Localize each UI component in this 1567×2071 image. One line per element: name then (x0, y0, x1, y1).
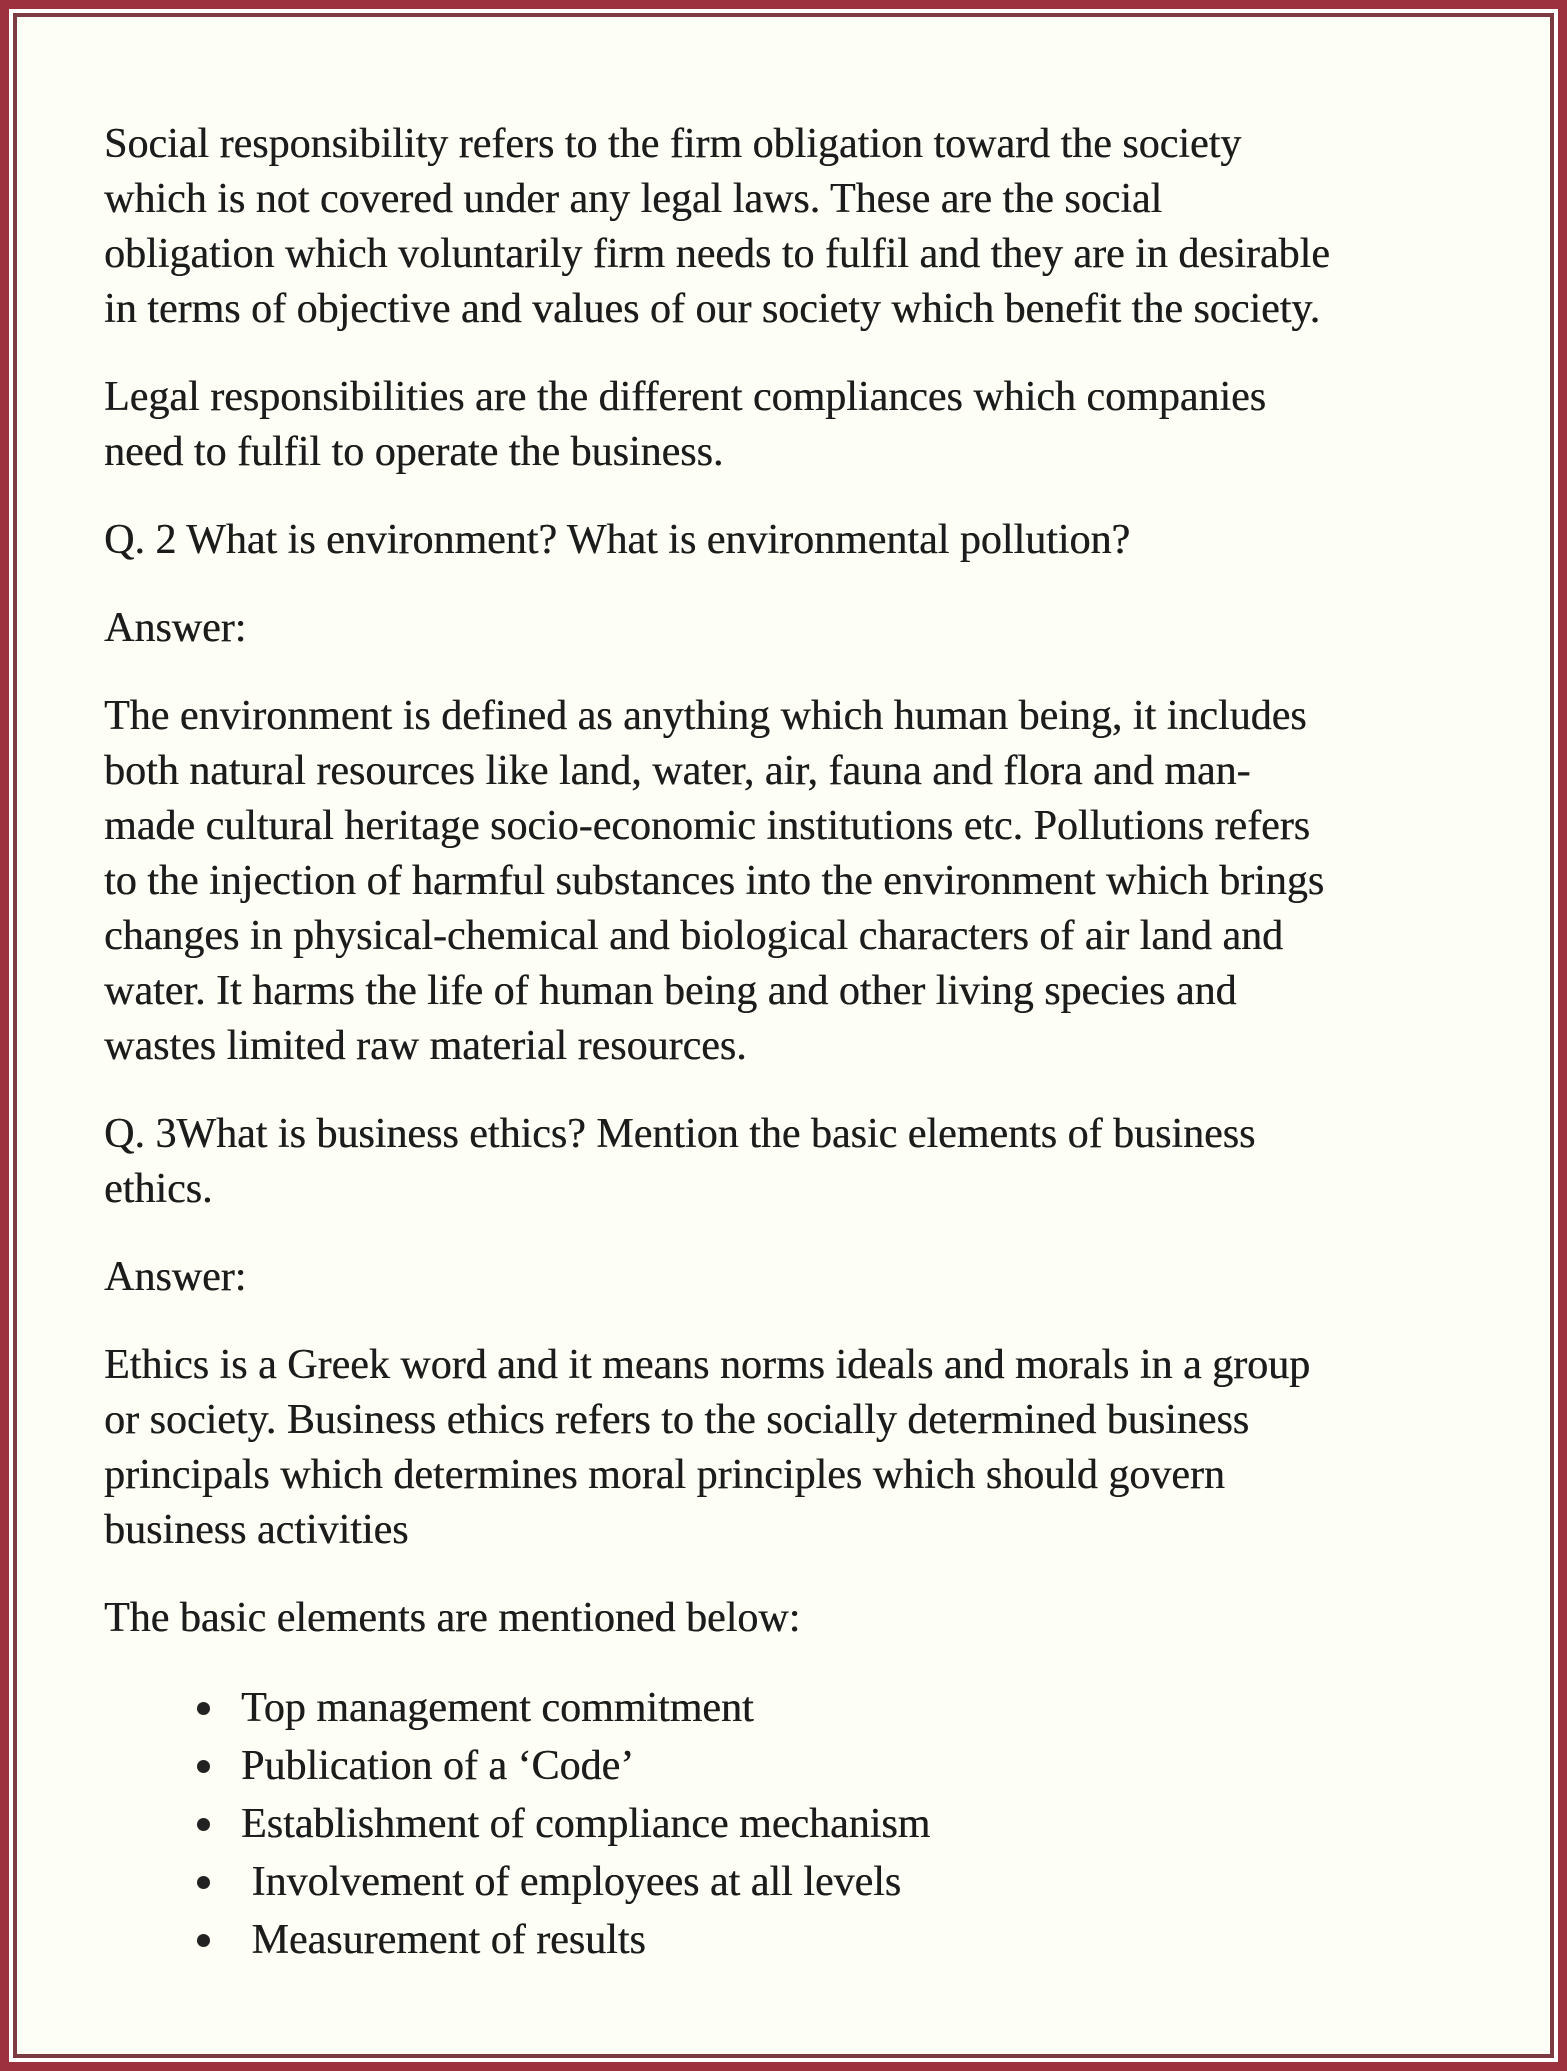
text-line: principals which determines moral principles which should govern (104, 1452, 1225, 1498)
paragraph-legal-responsibilities (104, 370, 1462, 480)
text-line: water. It harms the life of human being and other living species and (104, 968, 1237, 1014)
text-line: Answer: (104, 1254, 247, 1300)
text-line: ethics. (104, 1166, 213, 1212)
question-3 (104, 1107, 1462, 1217)
question-2 (104, 513, 1462, 568)
answer-2-label (104, 601, 1462, 656)
text-line: which is not covered under any legal laws. These are the social (104, 176, 1163, 222)
text-line: in terms of objective and values of our society which benefit the society. (104, 286, 1321, 332)
text-line: business activities (104, 1507, 409, 1553)
list-item: Publication of a ‘Code’ (104, 1737, 1462, 1795)
basic-elements-list (104, 1679, 1462, 1969)
text-line: Legal responsibilities are the different compliances which companies (104, 374, 1266, 420)
document-text (104, 117, 1462, 1969)
text-line: Answer: (104, 605, 247, 651)
page-inner-frame (13, 13, 1554, 2058)
text-line: The environment is defined as anything which human being, it includes (104, 693, 1307, 739)
text-line: Ethics is a Greek word and it means norms ideals and morals in a group (104, 1342, 1311, 1388)
text-line: both natural resources like land, water, air, fauna and flora and man- (104, 748, 1251, 794)
text-line: Q. 2 What is environment? What is environmental pollution? (104, 517, 1131, 563)
text-line: need to fulfil to operate the business. (104, 429, 724, 475)
paragraph-business-ethics (104, 1338, 1462, 1558)
text-line: changes in physical-chemical and biological characters of air land and (104, 913, 1283, 959)
bullets-intro (104, 1591, 1462, 1646)
answer-3-label (104, 1250, 1462, 1305)
text-line: Social responsibility refers to the firm obligation toward the society (104, 121, 1242, 167)
paragraph-environment-definition (104, 689, 1462, 1074)
list-item: Establishment of compliance mechanism (104, 1795, 1462, 1853)
text-line: wastes limited raw material resources. (104, 1023, 747, 1069)
text-line: to the injection of harmful substances into the environment which brings (104, 858, 1325, 904)
list-item: Involvement of employees at all levels (104, 1853, 1462, 1911)
text-line: Q. 3What is business ethics? Mention the basic elements of business (104, 1111, 1256, 1157)
list-item: Measurement of results (104, 1911, 1462, 1969)
text-line: The basic elements are mentioned below: (104, 1595, 801, 1641)
text-line: made cultural heritage socio-economic institutions etc. Pollutions refers (104, 803, 1311, 849)
text-line: obligation which voluntarily firm needs to fulfil and they are in desirable (104, 231, 1330, 277)
paragraph-social-responsibility (104, 117, 1462, 337)
text-line: or society. Business ethics refers to the socially determined business (104, 1397, 1250, 1443)
list-item: Top management commitment (104, 1679, 1462, 1737)
